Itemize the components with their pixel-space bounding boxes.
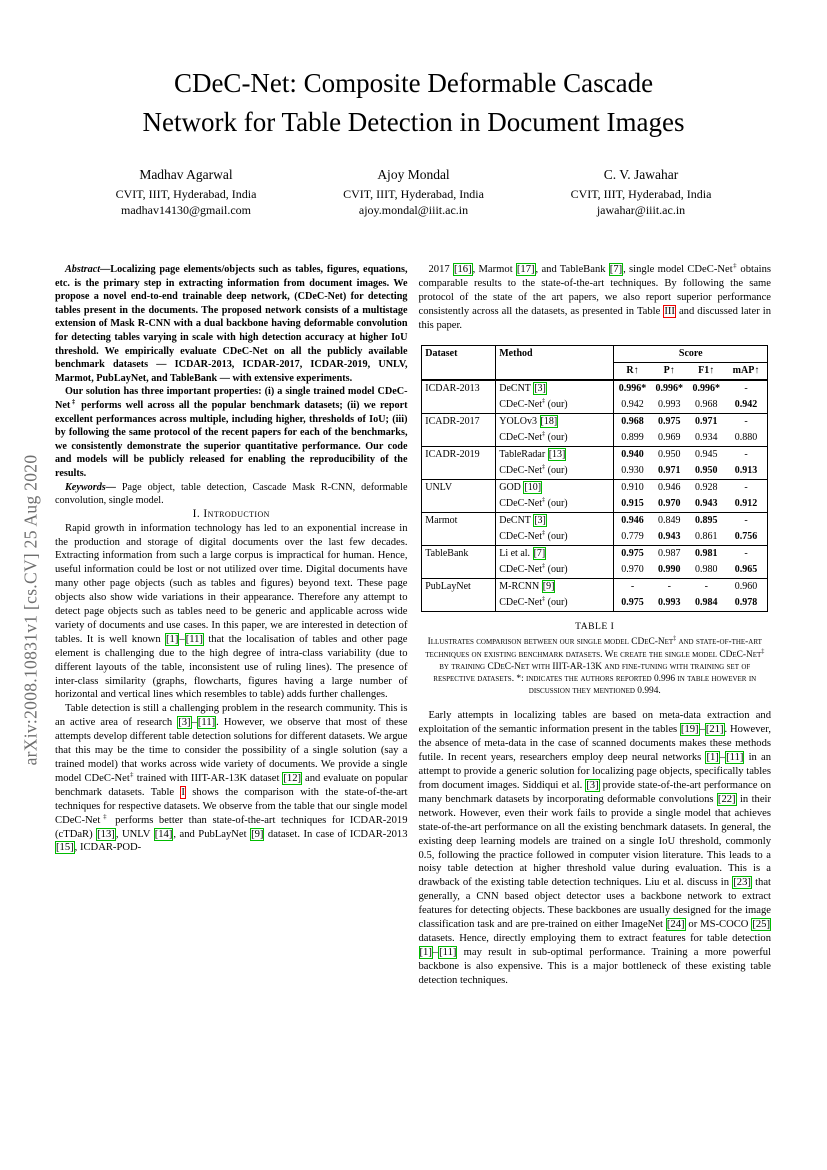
citation-link[interactable]: [11] <box>726 752 744 764</box>
score-cell: 0.950 <box>694 464 718 476</box>
score-cell: 0.993 <box>657 398 681 410</box>
score-cell: 0.934 <box>694 431 718 443</box>
text-segment: that the localisation of tables and other page element is challenging due to the high degree of intra-class variability (due to different layouts of the table, inconsistent use of ruling lines). The presence of inter-class similarity (graphs, flowcharts, figures having a large number of horizontal and vertical lines which resembles to table) adds further challenges. <box>55 633 408 701</box>
score-cell: 0.968 <box>694 398 718 410</box>
author-block <box>329 166 499 218</box>
citation-link[interactable]: [16] <box>453 264 472 275</box>
score-cell: 0.965 <box>734 563 758 575</box>
score-cell: 0.968 <box>614 413 651 430</box>
text-segment: . However, we observe that most of these attempts develop different table detection solutions for different datasets. We argue that this may be the time to consider the possibility of a single solution (say a trained model) that works across wide variety of documents. We provide a single model CDeC-Net <box>55 717 408 784</box>
text-segment: ‡ <box>542 562 546 570</box>
text-segment: CDeC-Net <box>499 464 543 476</box>
citation-link[interactable]: [18] <box>540 415 558 427</box>
dataset-cell: UNLV <box>422 479 496 512</box>
score-cell: 0.910 <box>614 479 651 496</box>
right-column <box>419 263 772 988</box>
score-cell: 0.993 <box>657 596 681 608</box>
left-column <box>55 263 408 988</box>
author-affiliation: CVIT, IIIT, Hyderabad, India <box>115 187 257 201</box>
abstract-paragraph <box>55 385 408 480</box>
citation-link[interactable]: [1] <box>166 633 179 645</box>
score-cell: 0.950 <box>651 446 688 463</box>
text-segment: (our) <box>545 563 568 575</box>
table-row <box>422 446 768 463</box>
score-cell: - <box>725 545 768 562</box>
score-cell: 0.861 <box>694 530 718 542</box>
text-segment: ‡ <box>542 529 546 537</box>
body-paragraph <box>419 709 772 987</box>
method-cell <box>496 413 614 430</box>
score-cell: 0.971 <box>688 413 725 430</box>
table-ref-link[interactable]: I <box>181 786 185 798</box>
score-cell: 0.912 <box>734 497 758 509</box>
score-cell: 0.996* <box>614 380 651 397</box>
text-segment: CDeC-Net <box>499 431 543 443</box>
table-row <box>422 545 768 562</box>
text-segment: , UNLV <box>115 828 154 840</box>
col-header-map: mAP↑ <box>725 362 768 380</box>
score-cell: - <box>725 479 768 496</box>
citation-link[interactable]: [3] <box>178 717 191 729</box>
author-name: Madhav Agarwal <box>139 167 233 182</box>
score-cell: - <box>725 446 768 463</box>
method-cell <box>496 545 614 562</box>
text-segment: (our) <box>545 596 568 608</box>
text-segment: dataset. In case of ICDAR-2013 <box>264 828 408 840</box>
text-segment: ‡ <box>673 636 677 643</box>
text-segment: and evaluate on popular benchmark datasets. Table <box>55 772 408 798</box>
score-cell: 0.849 <box>651 512 688 529</box>
dataset-cell: Marmot <box>422 512 496 545</box>
score-cell: 0.969 <box>657 431 681 443</box>
citation-link[interactable]: [3] <box>534 514 546 526</box>
score-cell: - <box>725 512 768 529</box>
citation-link[interactable]: [12] <box>283 772 302 784</box>
method-cell <box>496 397 614 414</box>
score-cell: 0.970 <box>621 563 644 575</box>
score-cell: 0.942 <box>621 398 644 410</box>
score-cell: 0.990 <box>657 563 681 575</box>
citation-link[interactable]: [9] <box>251 828 264 840</box>
text-segment: (our) <box>545 398 568 410</box>
text-segment: (our) <box>545 431 568 443</box>
text-segment: (our) <box>545 530 568 542</box>
text-segment: Table detection is still a challenging problem in the research community. This is an active area of research <box>55 703 408 729</box>
text-segment: ‡ <box>129 771 134 779</box>
text-segment: – <box>179 633 185 645</box>
score-cell: 0.996* <box>688 380 725 397</box>
text-segment: – <box>432 946 439 958</box>
citation-link[interactable]: [25] <box>752 919 771 931</box>
dataset-cell: ICDAR-2013 <box>422 380 496 414</box>
citation-link[interactable]: [24] <box>666 919 685 931</box>
score-cell: 0.984 <box>694 596 718 608</box>
author-name: Ajoy Mondal <box>377 167 450 182</box>
table-caption <box>425 636 765 697</box>
text-segment: in their network. However, even their work fails to provide a single model that achieves state-of-the-art performance on all the existing benchmark datasets. In general, the existing deep learning models are trained on a single IoU threshold, commonly 0.5, following the practice followed in computer vision literature. This leads to a noisy table detection at higher threshold value during evaluation. This is a drawback of the existing table detection techniques. Liu et al. discuss in <box>418 793 771 889</box>
citation-link[interactable]: [19] <box>680 724 699 736</box>
text-segment: by training CDeC-Net with IIIT-AR-13K and fine-tuning with training set of respective datasets. *: indicates the authors reported 0.996 in table however in discussion they mentioned 0.994. <box>433 661 757 697</box>
method-cell <box>496 595 614 612</box>
text-segment: Early attempts in localizing tables are based on meta-data extraction and exploitation of the semantic information present in the tables <box>418 710 771 736</box>
score-cell: 0.975 <box>621 596 644 608</box>
text-segment: , and TableBank <box>535 264 609 275</box>
text-segment: ‡ <box>70 398 77 406</box>
method-cell <box>496 562 614 579</box>
citation-link[interactable]: [22] <box>717 793 736 805</box>
paper-title-line2: Network for Table Detection in Document Images <box>142 107 685 137</box>
body-columns <box>55 263 771 988</box>
method-cell <box>496 512 614 529</box>
table-row <box>422 479 768 496</box>
author-name: C. V. Jawahar <box>603 167 679 182</box>
score-cell: 0.971 <box>657 464 681 476</box>
table-row <box>422 578 768 595</box>
score-cell: 0.980 <box>694 563 718 575</box>
citation-link[interactable]: [7] <box>533 547 546 559</box>
text-segment: ‡ <box>542 595 546 603</box>
table-row <box>422 512 768 529</box>
score-cell: 0.895 <box>688 512 725 529</box>
score-cell: 0.940 <box>614 446 651 463</box>
table-caption-label: TABLE I <box>575 620 615 632</box>
results-table-head <box>422 345 768 380</box>
dataset-cell: PubLayNet <box>422 578 496 611</box>
intro-paragraph <box>55 522 408 703</box>
score-cell: 0.756 <box>734 530 758 542</box>
method-cell <box>496 496 614 513</box>
text-segment: Page object, table detection, Cascade Mask R-CNN, deformable convolution, single model. <box>55 481 408 507</box>
citation-link[interactable]: [1] <box>419 946 432 958</box>
score-cell: 0.943 <box>657 530 681 542</box>
col-header-f1: F1↑ <box>688 362 725 380</box>
score-cell: 0.960 <box>725 578 768 595</box>
results-table-body <box>422 380 768 612</box>
citation-link[interactable]: [11] <box>439 946 457 958</box>
citation-link[interactable]: [14] <box>154 828 173 840</box>
col-header-method: Method <box>496 345 614 380</box>
citation-link[interactable]: [23] <box>733 877 751 889</box>
paper-title-line1: CDeC-Net: Composite Deformable Cascade <box>173 68 654 98</box>
text-segment: Abstract <box>65 264 101 275</box>
text-segment: datasets. Hence, directly employing them to extract features for table detection <box>418 932 771 944</box>
citation-link[interactable]: [21] <box>705 724 724 736</box>
author-block <box>556 166 726 218</box>
text-segment: and state-of-the-art techniques on existing benchmark datasets. We create the single model CDeC-Net <box>425 637 762 660</box>
col-header-score: Score <box>614 345 768 362</box>
text-segment: in an attempt to provide a generic solution for localizing page objects, specifically tables from document images. Siddiqui et al. <box>418 752 771 791</box>
citation-link[interactable]: [17] <box>516 264 535 275</box>
text-segment: – <box>699 724 705 736</box>
keywords-paragraph <box>55 481 408 508</box>
section-heading-introduction: I. Introduction <box>192 507 270 520</box>
score-cell: 0.899 <box>621 431 644 443</box>
author-email: ajoy.mondal@iiit.ac.in <box>358 202 469 217</box>
text-segment: , single model CDeC-Net <box>623 264 733 275</box>
score-cell: 0.970 <box>657 497 681 509</box>
authors-row <box>101 166 726 218</box>
text-segment: Our solution has three important properties: (i) a single trained model CDeC-Net <box>55 386 408 411</box>
method-cell <box>496 529 614 546</box>
text-segment: CDeC-Net <box>499 530 543 542</box>
score-cell: - <box>725 413 768 430</box>
text-segment: obtains comparable results to the state-of-the-art techniques. By following the same protocol of the state of the art papers, we also report superior performance consistently across all the datasets, as presented in Table <box>418 264 772 317</box>
citation-link[interactable]: [9] <box>542 580 555 592</box>
text-segment: M-RCNN <box>499 580 542 592</box>
text-segment: GOD <box>499 481 524 493</box>
score-cell: - <box>651 578 688 595</box>
author-block <box>101 166 271 218</box>
score-cell: - <box>614 578 651 595</box>
col-header-dataset: Dataset <box>422 345 496 380</box>
results-table <box>421 345 768 612</box>
text-segment: Rapid growth in information technology has led to an exponential increase in the production and storage of digital documents over the last few decades. Extracting information from such a large corpus is impractical for human. Hence, useful information could be lost or not utilized over time. Digital documents have many other page objects (such as tables and figures) beyond text. These page objects also show wide variations in their appearance. Therefore any attempt to detect page objects such as tables need to be generic and applicable across wide variety of documents and use cases. In this paper, we are interested in detection of tables. It is well known <box>55 522 408 645</box>
score-cell: 0.928 <box>688 479 725 496</box>
text-segment: CDeC-Net <box>499 596 543 608</box>
abstract-paragraph <box>55 263 408 385</box>
text-segment: ‡ <box>732 262 738 270</box>
table-header-row <box>422 345 768 362</box>
text-segment: that generally, a CNN based object detector uses a backbone network to extract features for detecting objects. These backbones are usually designed for the image classification task and are pre-trained on either ImageNet <box>418 877 771 931</box>
text-segment: ‡ <box>542 496 546 504</box>
score-cell: 0.978 <box>734 596 758 608</box>
score-cell: 0.913 <box>734 464 758 476</box>
col-header-precision: P↑ <box>651 362 688 380</box>
text-segment: performs better than state-of-the-art techniques for ICDAR-2019 (cTDaR) <box>55 814 408 840</box>
score-cell: 0.987 <box>651 545 688 562</box>
text-segment: 2017 <box>428 264 453 275</box>
author-affiliation: CVIT, IIIT, Hyderabad, India <box>343 187 484 201</box>
text-segment: – <box>719 752 726 764</box>
score-cell: 0.946 <box>614 512 651 529</box>
author-email: jawahar@iiit.ac.in <box>596 202 686 217</box>
citation-link[interactable]: [11] <box>197 717 216 729</box>
citation-link[interactable]: [7] <box>609 264 623 275</box>
intro-paragraph <box>55 702 408 855</box>
citation-link[interactable]: [10] <box>524 481 542 493</box>
text-segment: – <box>191 717 197 729</box>
author-affiliation: CVIT, IIIT, Hyderabad, India <box>570 187 712 201</box>
body-paragraph <box>419 263 772 333</box>
table-row <box>422 380 768 397</box>
citation-link[interactable]: [15] <box>56 842 74 854</box>
text-segment: . However, the absence of meta-data in the case of scanned documents makes these methods futile. In recent years, researchers employ deep neural networks <box>418 724 771 764</box>
text-segment: DeCNT <box>499 514 534 526</box>
text-segment: Illustrates comparison between our single model CDeC-Net <box>427 637 674 648</box>
text-segment: and discussed later in this paper. <box>418 305 771 331</box>
score-cell: 0.930 <box>621 464 644 476</box>
text-segment: CDeC-Net <box>499 563 543 575</box>
dataset-cell: ICADR-2019 <box>422 446 496 479</box>
text-segment: ‡ <box>761 648 765 655</box>
dataset-cell: TableBank <box>422 545 496 578</box>
text-segment: YOLOv3 <box>499 415 540 427</box>
text-segment: shows the comparison with the state-of-the-art techniques for respective datasets. We observe from the table that our single model CDeC-Net <box>55 786 408 826</box>
score-cell: 0.942 <box>734 398 758 410</box>
text-segment: , and PubLayNet <box>173 828 251 840</box>
text-segment: —Localizing page elements/objects such as tables, figures, equations, etc. is the primary step in extracting information from document images. We propose a novel end-to-end trainable deep network, (CDeC-Net) for detecting tables present in the documents. The proposed network consists of a multistage extension of Mask R-CNN with a dual backbone having deformable convolution for detecting tables varying in scale with high detection accuracy at higher IoU threshold. We empirically evaluate CDeC-Net on all the publicly available benchmark datasets — ICDAR-2013, ICDAR-2017, ICDAR-2019, UNLV, Marmot, PubLayNet, and TableBank — with extensive experiments. <box>55 264 408 384</box>
dataset-cell: ICADR-2017 <box>422 413 496 446</box>
score-cell: 0.946 <box>651 479 688 496</box>
text-segment: ‡ <box>542 463 546 471</box>
text-segment: (our) <box>545 464 568 476</box>
method-cell <box>496 446 614 463</box>
text-segment: DeCNT <box>499 382 534 394</box>
text-segment: ‡ <box>100 813 110 821</box>
citation-link[interactable]: [3] <box>534 382 546 394</box>
score-cell: 0.981 <box>688 545 725 562</box>
text-segment: Li et al. <box>499 547 533 559</box>
citation-link[interactable]: [13] <box>97 828 115 840</box>
text-segment: provide state-of-the-art performance on many benchmark datasets by incorporating deformable convolutions <box>418 779 771 805</box>
score-cell: 0.880 <box>734 431 758 443</box>
score-cell: 0.975 <box>651 413 688 430</box>
text-segment: CDeC-Net <box>499 497 543 509</box>
text-segment: TableRadar <box>499 448 548 460</box>
col-header-recall: R↑ <box>614 362 651 380</box>
citation-link[interactable]: [13] <box>548 448 566 460</box>
score-cell: 0.943 <box>694 497 718 509</box>
score-cell: 0.975 <box>614 545 651 562</box>
abstract-section <box>55 263 408 481</box>
text-segment: or MS-COCO <box>685 919 752 931</box>
text-segment: Keywords— <box>65 481 116 493</box>
score-cell: 0.996* <box>651 380 688 397</box>
score-cell: 0.779 <box>621 530 644 542</box>
author-email: madhav14130@gmail.com <box>120 202 252 217</box>
text-segment: CDeC-Net <box>499 398 543 410</box>
method-cell <box>496 578 614 595</box>
table-ref-link[interactable]: III <box>664 305 675 317</box>
text-segment: , Marmot <box>472 264 516 275</box>
text-segment: may result in sub-optimal performance. Training a more powerful backbone is also expensive. This is a major bottleneck of these existing table detection techniques. <box>418 946 771 986</box>
text-segment: performs well across all the popular benchmark datasets; (ii) we report excellent performances across multiple, including higher, thresholds of IoU; (iii) by following the same protocol of the recent papers for each of the benchmarks, we consistently demonstrate the superior quantitative performance. Our code and models will be publicly released for enabling the reproducibility of the results. <box>55 399 408 479</box>
text-segment: , ICDAR-POD- <box>74 842 142 854</box>
method-cell <box>496 463 614 480</box>
score-cell: 0.945 <box>688 446 725 463</box>
text-segment: (our) <box>545 497 568 509</box>
text-segment: ‡ <box>542 430 546 438</box>
score-cell: - <box>688 578 725 595</box>
citation-link[interactable]: [3] <box>586 779 599 791</box>
method-cell <box>496 479 614 496</box>
text-segment: trained with IIIT-AR-13K dataset <box>133 772 283 784</box>
paper-title <box>40 64 787 142</box>
score-cell: 0.915 <box>621 497 644 509</box>
method-cell <box>496 380 614 397</box>
score-cell: - <box>725 380 768 397</box>
method-cell <box>496 430 614 447</box>
citation-link[interactable]: [11] <box>185 633 203 645</box>
table-row <box>422 413 768 430</box>
text-segment: ‡ <box>542 397 546 405</box>
arxiv-watermark: arXiv:2008.10831v1 [cs.CV] 25 Aug 2020 <box>20 454 41 766</box>
citation-link[interactable]: [1] <box>706 752 719 764</box>
